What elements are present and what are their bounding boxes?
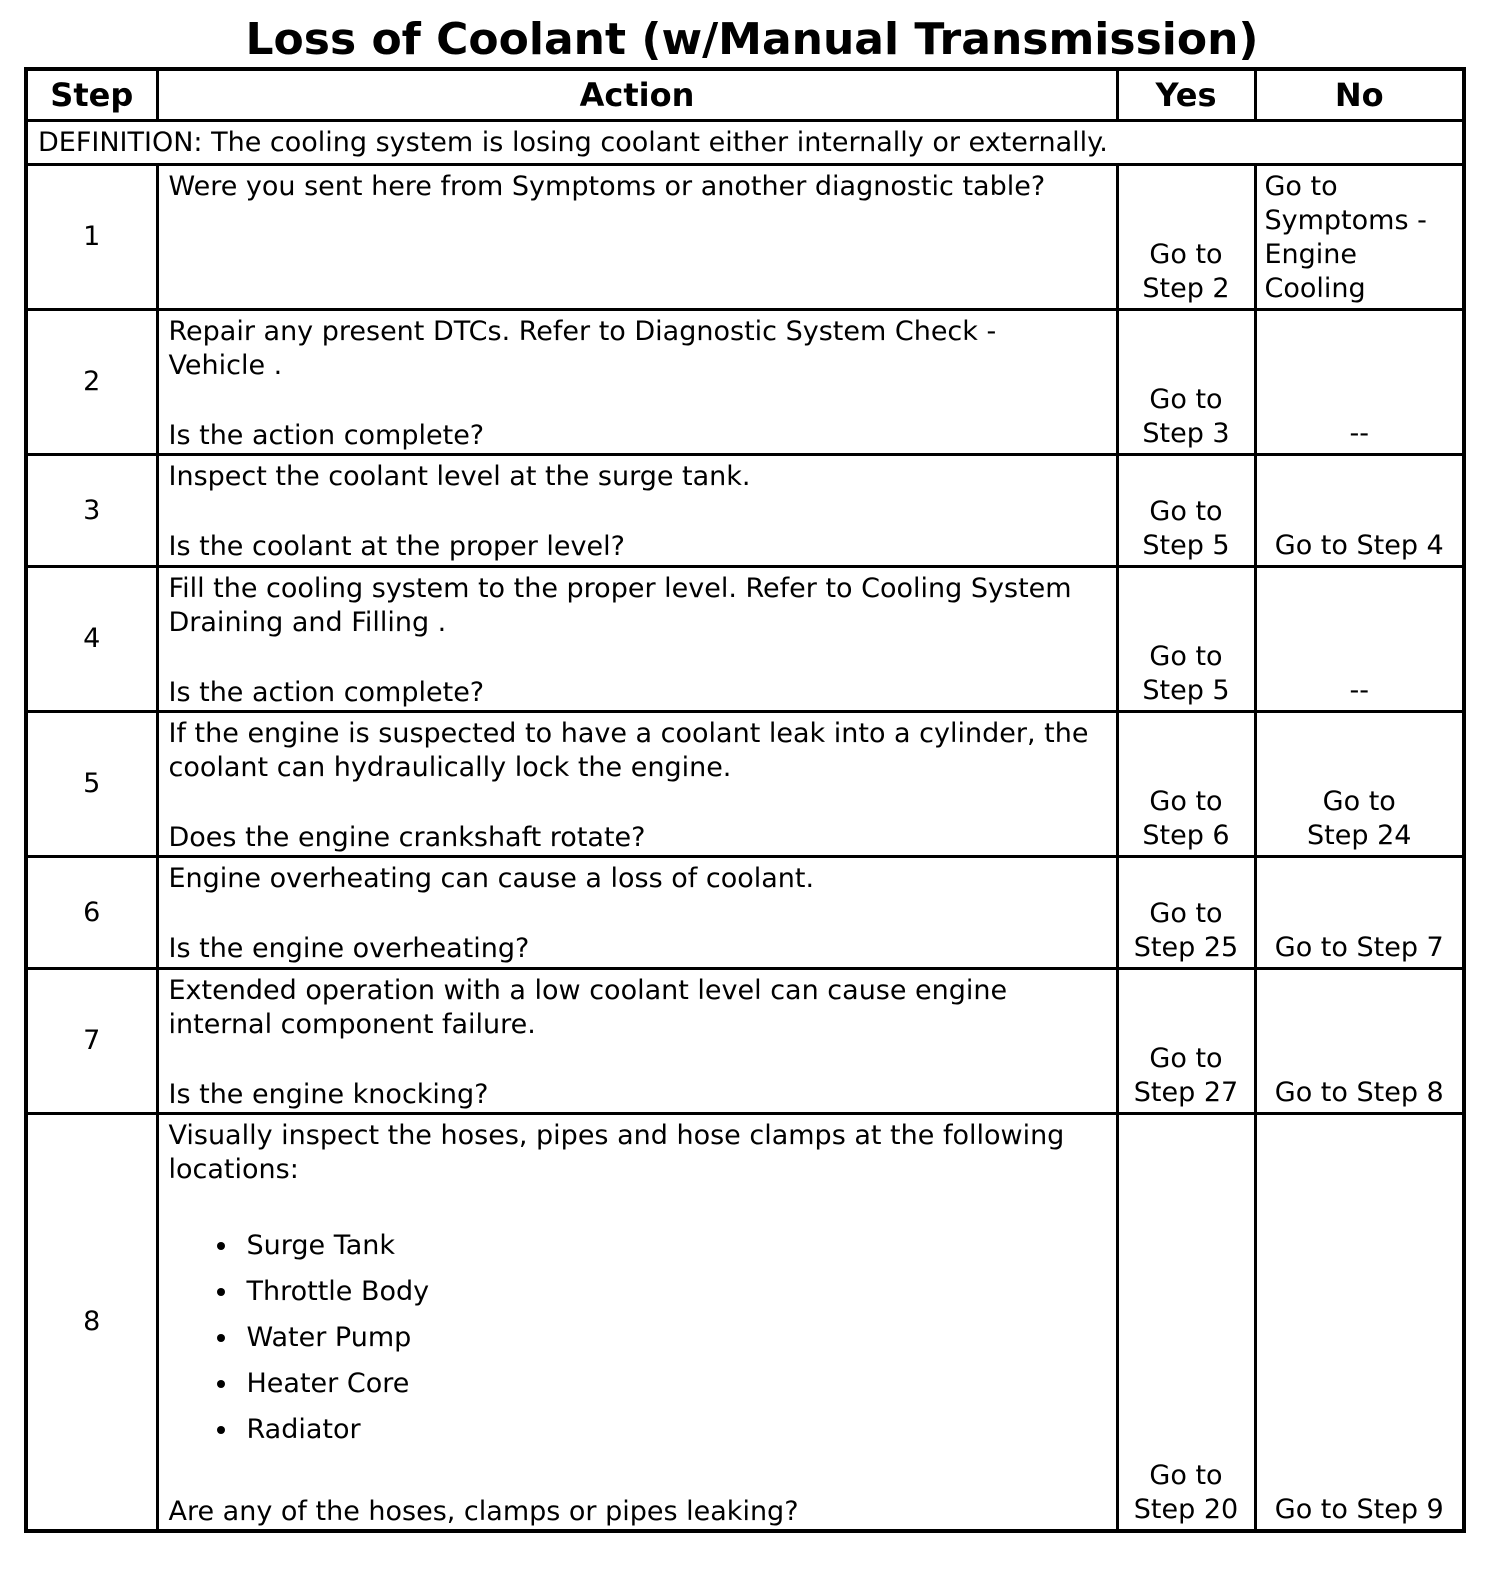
step-number: 5: [26, 712, 157, 857]
step-number: 8: [26, 1114, 157, 1532]
yes-text: Go to Step 20: [1133, 1460, 1239, 1525]
action-cell: [157, 455, 1117, 567]
action-cell: [157, 857, 1117, 969]
header-no: No: [1255, 69, 1464, 121]
location-list: [169, 1223, 1106, 1453]
step-number: 7: [26, 969, 157, 1114]
no-cell: [1255, 310, 1464, 455]
no-cell: [1255, 969, 1464, 1114]
yes-text: Go to Step 27: [1133, 1043, 1239, 1108]
no-text: --: [1349, 418, 1369, 449]
action-cell: [157, 310, 1117, 455]
table-row: [26, 1114, 1464, 1532]
no-text: Go to Step 24: [1307, 786, 1412, 851]
question-text: Are any of the hoses, clamps or pipes leaking?: [168, 1496, 799, 1527]
question-text: Is the action complete?: [168, 677, 485, 708]
table-row: [26, 567, 1464, 712]
diagnostic-table: [24, 67, 1466, 1533]
yes-text: Go to Step 25: [1133, 898, 1239, 963]
no-cell: [1255, 712, 1464, 857]
no-cell: [1255, 165, 1464, 310]
question-text: Is the coolant at the proper level?: [168, 531, 625, 562]
table-row: [26, 165, 1464, 310]
action-text: Extended operation with a low coolant level can cause engine internal component failure.: [168, 975, 1008, 1040]
definition-text: DEFINITION: The cooling system is losing coolant either internally or externally.: [26, 121, 1464, 165]
no-text: --: [1349, 675, 1369, 706]
yes-text: Go to Step 3: [1142, 384, 1230, 449]
no-cell: [1255, 1114, 1464, 1532]
yes-text: Go to Step 5: [1142, 496, 1230, 561]
action-text: Repair any present DTCs. Refer to Diagnostic System Check - Vehicle .: [168, 316, 997, 381]
table-row: [26, 712, 1464, 857]
step-number: 6: [26, 857, 157, 969]
list-item: Surge Tank: [247, 1223, 1106, 1269]
header-action: Action: [157, 69, 1117, 121]
yes-text: Go to Step 5: [1142, 641, 1230, 706]
action-text: If the engine is suspected to have a coolant leak into a cylinder, the coolant can hydraulically lock the engine.: [168, 718, 1089, 783]
action-text: Engine overheating can cause a loss of coolant.: [168, 863, 815, 894]
yes-cell: [1117, 969, 1255, 1114]
no-cell: [1255, 857, 1464, 969]
no-cell: [1255, 455, 1464, 567]
yes-cell: [1117, 1114, 1255, 1532]
yes-cell: [1117, 567, 1255, 712]
list-item: Water Pump: [247, 1315, 1106, 1361]
header-row: [26, 69, 1464, 121]
table-row: [26, 969, 1464, 1114]
yes-text: Go to Step 2: [1142, 239, 1230, 304]
no-text: Go to Step 9: [1274, 1494, 1444, 1525]
action-text: Inspect the coolant level at the surge tank.: [168, 461, 751, 492]
step-number: 4: [26, 567, 157, 712]
page-title: Loss of Coolant (w/Manual Transmission): [245, 14, 1259, 65]
list-item: Throttle Body: [247, 1269, 1106, 1315]
table-row: [26, 857, 1464, 969]
yes-cell: [1117, 455, 1255, 567]
no-text: Go to Step 7: [1274, 932, 1444, 963]
list-item: Radiator: [247, 1407, 1106, 1453]
definition-row: [26, 121, 1464, 165]
question-text: Does the engine crankshaft rotate?: [168, 822, 646, 853]
header-step: Step: [26, 69, 157, 121]
action-text: Were you sent here from Symptoms or another diagnostic table?: [168, 171, 1046, 202]
step-number: 3: [26, 455, 157, 567]
header-yes: Yes: [1117, 69, 1255, 121]
action-cell: [157, 1114, 1117, 1532]
question-text: Is the action complete?: [168, 420, 485, 451]
action-cell: [157, 165, 1117, 310]
action-cell: [157, 567, 1117, 712]
action-cell: [157, 969, 1117, 1114]
yes-cell: [1117, 857, 1255, 969]
list-item: Heater Core: [247, 1361, 1106, 1407]
yes-cell: [1117, 165, 1255, 310]
table-row: [26, 310, 1464, 455]
action-text: Visually inspect the hoses, pipes and hose clamps at the following locations:: [168, 1120, 1065, 1185]
no-text: Go to Step 8: [1274, 1077, 1444, 1108]
action-cell: [157, 712, 1117, 857]
step-number: 2: [26, 310, 157, 455]
no-text: Go to Step 4: [1274, 530, 1444, 561]
question-text: Is the engine knocking?: [168, 1079, 489, 1110]
table-row: [26, 455, 1464, 567]
no-cell: [1255, 567, 1464, 712]
no-text: Go to Symptoms - Engine Cooling: [1264, 171, 1427, 304]
action-text: Fill the cooling system to the proper level. Refer to Cooling System Draining and Filling .: [168, 573, 1072, 638]
yes-cell: [1117, 712, 1255, 857]
yes-text: Go to Step 6: [1142, 786, 1230, 851]
question-text: Is the engine overheating?: [168, 933, 530, 964]
yes-cell: [1117, 310, 1255, 455]
step-number: 1: [26, 165, 157, 310]
